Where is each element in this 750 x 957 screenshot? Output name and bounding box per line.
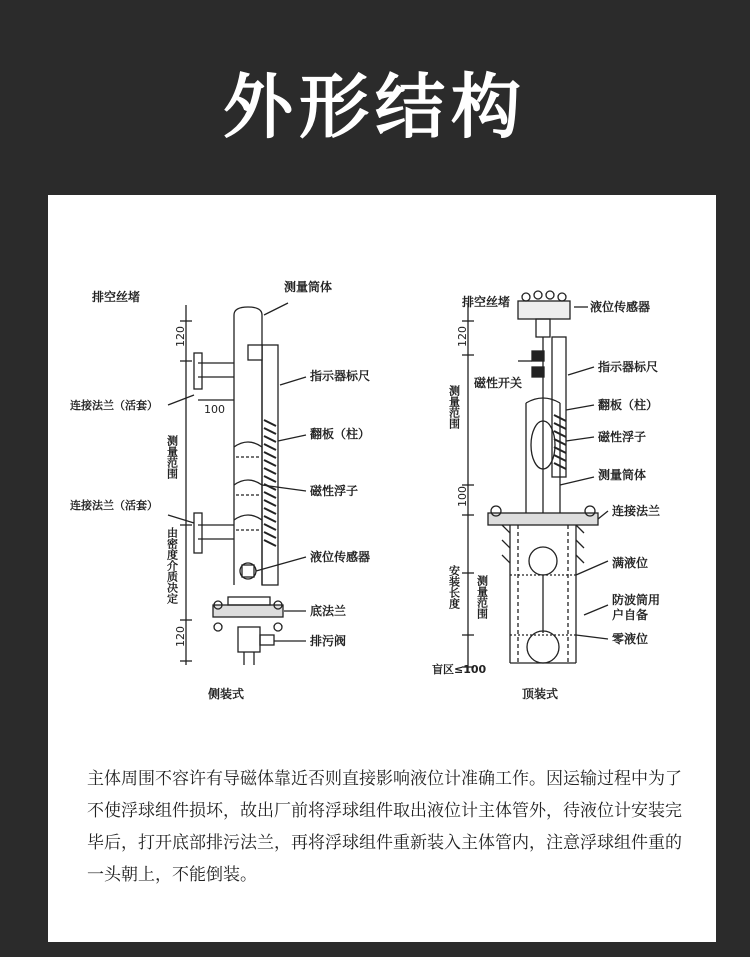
side-label-tube: 测量筒体 (284, 280, 333, 294)
side-dim-range: 测量范围 (165, 435, 179, 479)
side-mount-drawing (165, 303, 306, 665)
top-dim-blind: 盲区≤100 (432, 663, 487, 676)
top-dim-range: 测量范围 (447, 385, 461, 429)
side-dim-bottom: 120 (174, 626, 187, 647)
top-label-wave-tube: 防波筒用户自备 (612, 593, 661, 622)
side-label-flange-1: 连接法兰（活套） (70, 399, 158, 412)
top-label-flange: 连接法兰 (612, 504, 661, 518)
side-label-drain: 排污阀 (310, 634, 347, 648)
top-label-indicator: 指示器标尺 (598, 360, 659, 374)
side-label-flange-2: 连接法兰（活套） (70, 499, 158, 512)
top-label-vent: 排空丝堵 (462, 295, 511, 309)
side-dim-width: 100 (204, 403, 225, 416)
side-label-flapper: 翻板（柱） (310, 427, 371, 441)
side-dim-density: 由密度介质决定 (165, 527, 179, 604)
top-label-full: 满液位 (612, 556, 649, 570)
top-label-switch: 磁性开关 (474, 376, 523, 390)
top-label-tube: 测量筒体 (598, 468, 647, 482)
top-label-flapper: 翻板（柱） (598, 398, 659, 412)
page-title: 外形结构 (223, 66, 527, 148)
top-caption: 顶装式 (522, 687, 559, 701)
top-dim-install: 安装长度 (447, 565, 461, 609)
top-dim-mid: 100 (456, 486, 469, 507)
side-caption: 侧装式 (208, 687, 245, 701)
side-label-vent: 排空丝堵 (92, 290, 141, 304)
top-label-float: 磁性浮子 (598, 430, 647, 444)
side-label-float: 磁性浮子 (310, 484, 359, 498)
top-label-sensor: 液位传感器 (590, 300, 651, 314)
side-label-indicator: 指示器标尺 (310, 369, 371, 383)
side-label-bottom-flange: 底法兰 (310, 604, 347, 618)
top-dim-top: 120 (456, 326, 469, 347)
diagram-panel (48, 195, 716, 942)
side-label-sensor: 液位传感器 (310, 550, 371, 564)
top-dim-range2: 测量范围 (475, 575, 489, 619)
side-dim-top: 120 (174, 326, 187, 347)
structure-diagram (48, 195, 716, 715)
description-text: 主体周围不容许有导磁体靠近否则直接影响液位计准确工作。因运输过程中为了不使浮球组件损坏，故出厂前将浮球组件取出液位计主体管外，待液位计安装完毕后，打开底部排污法兰，再将浮球组件重新装入主体管内，注意浮球组件重的一头朝上，不能倒装。 (87, 769, 682, 885)
top-label-zero: 零液位 (612, 632, 649, 646)
